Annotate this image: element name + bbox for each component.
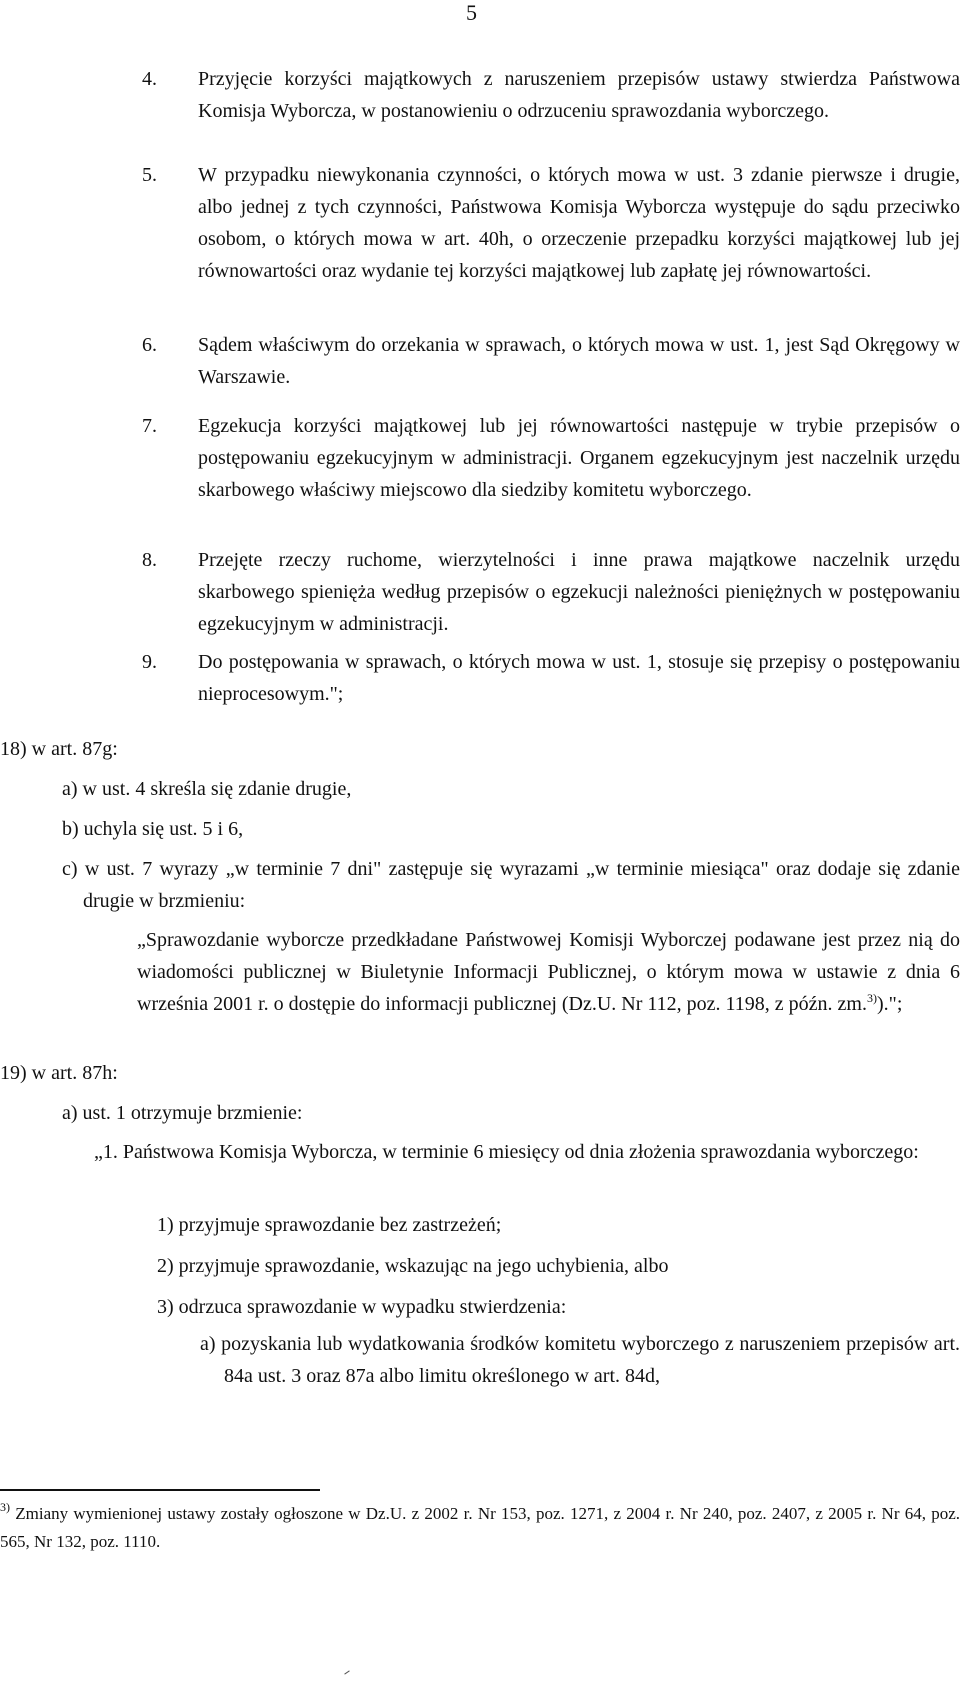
footnote-ref: 3) xyxy=(867,991,877,1005)
list-item xyxy=(142,159,960,287)
point-19-a: a) ust. 1 otrzymuje brzmienie: xyxy=(62,1102,303,1124)
item-marker: 4. xyxy=(142,68,157,90)
article-intro xyxy=(94,1136,960,1168)
item-marker: 7. xyxy=(142,415,157,437)
list-item xyxy=(142,410,960,506)
sub-item-1: 1) przyjmuje sprawozdanie bez zastrzeżeń; xyxy=(157,1214,502,1236)
sub-item-2: 2) przyjmuje sprawozdanie, wskazując na jego uchybienia, albo xyxy=(157,1255,669,1277)
scan-speck xyxy=(344,1670,349,1674)
item-text: Egzekucja korzyści majątkowej lub jej równowartości następuje w trybie przepisów o postępowaniu egzekucyjnym w administracji. Organem egzekucyjnym jest naczelnik urzędu skarbowego właściwy miejscowo dla siedziby komitetu wyborczego. xyxy=(198,415,960,501)
item-marker: 6. xyxy=(142,334,157,356)
item-text: Sądem właściwym do orzekania w sprawach, o których mowa w ust. 1, jest Sąd Okręgowy w Warszawie. xyxy=(198,334,960,388)
footnote-text: Zmiany wymienionej ustawy zostały ogłoszone w Dz.U. z 2002 r. Nr 153, poz. 1271, z 2004 r. Nr 240, poz. 2407, z 2005 r. Nr 64, poz. 565, Nr 132, poz. 1110. xyxy=(0,1504,960,1551)
sub-item-3a xyxy=(200,1328,960,1392)
list-item xyxy=(142,646,960,710)
item-text: Przejęte rzeczy ruchome, wierzytelności i inne prawa majątkowe naczelnik urzędu skarbowego spienięża według przepisów o egzekucji należności pieniężnych w postępowaniu egzekucyjnym w administracji. xyxy=(198,549,960,635)
list-item xyxy=(142,544,960,640)
point-18-heading: 18) w art. 87g: xyxy=(0,738,118,760)
item-marker: 5. xyxy=(142,164,157,186)
point-19-heading: 19) w art. 87h: xyxy=(0,1062,118,1084)
quote-end: )."; xyxy=(877,993,903,1015)
sub-item-3a-text: a) pozyskania lub wydatkowania środków komitetu wyborczego z naruszeniem przepisów art. 84a ust. 3 oraz 87a albo limitu określonego w art. 84d, xyxy=(200,1333,960,1387)
quoted-sentence xyxy=(137,924,960,1020)
point-18-c xyxy=(62,853,960,917)
footnote-separator xyxy=(0,1489,320,1491)
quote-text: „Sprawozdanie wyborcze przedkładane Państwowej Komisji Wyborczej podawane jest przez nią do wiadomości publicznej w Biuletynie Informacji Publicznej, o którym mowa w ustawie z dnia 6 września 2001 r. o dostępie do informacji publicznej (Dz.U. Nr 112, poz. 1198, z późn. zm. xyxy=(137,929,960,1015)
point-18-a: a) w ust. 4 skreśla się zdanie drugie, xyxy=(62,778,352,800)
page-number: 5 xyxy=(466,0,477,25)
point-18-c-text: c) w ust. 7 wyrazy „w terminie 7 dni" zastępuje się wyrazami „w terminie miesiąca" oraz dodaje się zdanie drugie w brzmieniu: xyxy=(62,858,960,912)
item-text: Do postępowania w sprawach, o których mowa w ust. 1, stosuje się przepisy o postępowaniu nieprocesowym."; xyxy=(198,651,960,705)
item-text: W przypadku niewykonania czynności, o których mowa w ust. 3 zdanie pierwsze i drugie, albo jednej z tych czynności, Państwowa Komisja Wyborcza występuje do sądu przeciwko osobom, o których mowa w art. 40h, o orzeczenie przepadku korzyści majątkowej lub jej równowartości oraz wydanie tej korzyści majątkowej lub zapłatę jej równowartości. xyxy=(198,164,960,282)
point-18-b: b) uchyla się ust. 5 i 6, xyxy=(62,818,244,840)
footnote xyxy=(0,1500,960,1556)
item-marker: 9. xyxy=(142,651,157,673)
footnote-marker: 3) xyxy=(0,1500,10,1514)
sub-item-3: 3) odrzuca sprawozdanie w wypadku stwierdzenia: xyxy=(157,1296,567,1318)
article-intro-text: „1. Państwowa Komisja Wyborcza, w terminie 6 miesięcy od dnia złożenia sprawozdania wyborczego: xyxy=(94,1141,919,1163)
item-marker: 8. xyxy=(142,549,157,571)
list-item xyxy=(142,329,960,393)
item-text: Przyjęcie korzyści majątkowych z naruszeniem przepisów ustawy stwierdza Państwowa Komisja Wyborcza, w postanowieniu o odrzuceniu sprawozdania wyborczego. xyxy=(198,68,960,122)
list-item xyxy=(142,63,960,127)
